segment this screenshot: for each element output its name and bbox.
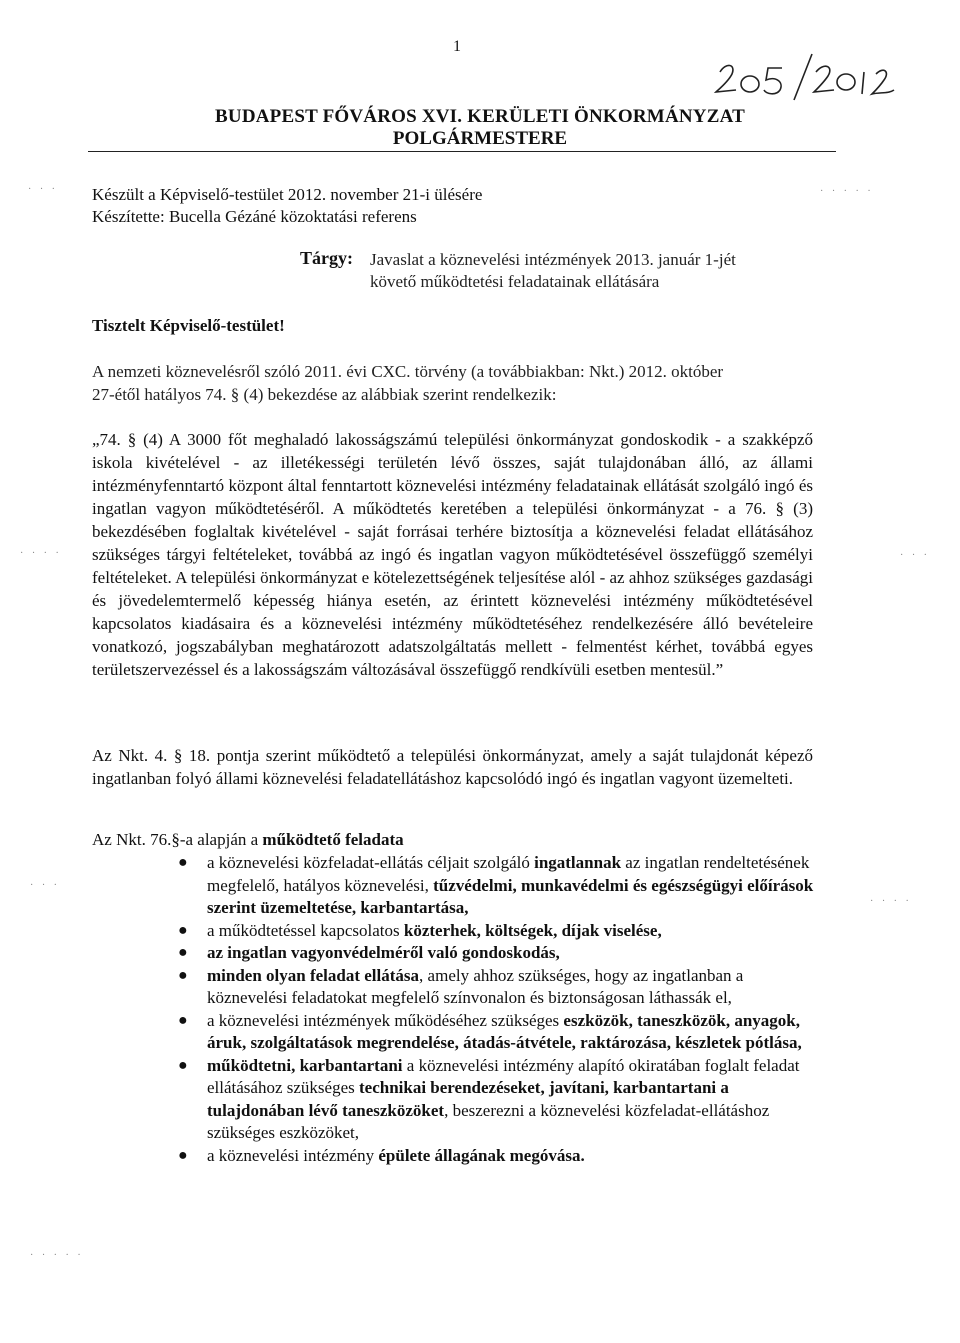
scan-noise: · · · · · — [30, 1250, 84, 1261]
list-item: ● a köznevelési intézmény épülete állagának megóvása. — [174, 1145, 814, 1168]
list-item: ● a működtetéssel kapcsolatos közterhek, költségek, díjak viselése, — [174, 920, 814, 943]
prepared-for: Készült a Képviselő-testület 2012. november 21-i ülésére — [92, 185, 483, 204]
duties-list — [174, 852, 814, 1167]
paragraph-operator-definition: Az Nkt. 4. § 18. pontja szerint működtető a települési önkormányzat, amely a saját tulajdonát képező ingatlanban folyó állami köznevelési feladatellátáshoz kapcsolódó ingó és ingatlan vagyont üzemelteti. — [92, 746, 813, 788]
list-item: ● működtetni, karbantartani a köznevelési intézmény alapító okiratában foglalt feladat ellátásához szükséges technikai berendezéseket, javítani, karbantartani a tulajdonában lévő taneszközöket, beszerezni a köznevelési közfeladat-ellátáshoz szükséges eszközöket, — [178, 1055, 800, 1142]
law-quote: „74. § (4) A 3000 főt meghaladó lakosságszámú települési önkormányzat gondoskodik - a szakképző iskola kivételével - az illetékességi területén lévő összes, saját tulajdonában álló, az állami intézményfenntartó központ által fenntartott köznevelési intézmény feladatainak ellátását szolgáló ingó és ingatlan vagyon működtetéséről. A működtetés keretében a települési önkormányzat - a 76. § (3) bekezdésében foglaltak kivételével - saját forrásai terhére biztosítja a köznevelési feladat ellátásához szükséges tárgyi feltételeket, továbbá az ingó és ingatlan vagyon működtetésével összefüggő személyi feltételeket. A települési önkormányzat e kötelezettségének teljesítése alól - az ahhoz szükséges gazdasági és jövedelemtermelő képesség hiánya esetén, az érintett köznevelési intézmény működtetésével kapcsolatos kiadásaira és a köznevelési intézmény működtetéséhez rendelkezésére álló bevételeire vonatkozó, jogszabályban meghatározott adatszolgáltatás mellett - felmentést kérhet, továbbá egyes területszervezéssel és a lakosságszám változásával összefüggő rendkívüli esetben mentesül.” — [92, 430, 813, 679]
duties-prefix: Az Nkt. 76.§-a alapján a — [92, 830, 263, 849]
list-item: ● a köznevelési közfeladat-ellátás céljait szolgáló ingatlannak az ingatlan rendeltetésének megfelelő, hatályos köznevelési, tűzvédelmi, munkavédelmi és egészségügyi előírások szerint üzemeltetése, karbantartása, — [178, 853, 814, 917]
bullet-icon: ● — [178, 1056, 188, 1074]
list-item: ● a köznevelési intézmények működéséhez szükséges eszközök, taneszközök, anyagok, áruk, szolgáltatások megrendelése, átadás-átvétele, raktározása, készletek pótlása, — [178, 1010, 802, 1052]
scan-noise: · · · · · — [820, 186, 874, 197]
header-office: BUDAPEST FŐVÁROS XVI. KERÜLETI ÖNKORMÁNYZAT — [215, 106, 745, 127]
scan-noise: · · · · — [870, 896, 912, 907]
bullet-icon: ● — [178, 921, 188, 939]
subject-text — [370, 249, 850, 293]
greeting: Tisztelt Képviselő-testület! — [92, 316, 285, 335]
header-mayor: POLGÁRMESTERE — [392, 128, 568, 149]
header-divider — [88, 151, 836, 152]
bullet-icon: ● — [178, 854, 188, 871]
handwritten-reference-number — [700, 44, 900, 104]
scan-noise: · · · — [30, 880, 60, 891]
subject-line-1: Javaslat a köznevelési intézmények 2013. január 1-jét — [370, 250, 736, 269]
scan-noise: · · · · — [20, 548, 62, 559]
duties-bold: működtető feladata — [262, 830, 404, 849]
prepared-by: Készítette: Bucella Gézáné közoktatási referens — [92, 207, 417, 226]
page-number: 1 — [453, 38, 461, 55]
list-item: ● minden olyan feladat ellátása, amely ahhoz szükséges, hogy az ingatlanban a köznevelési feladatokat megfelelő színvonalon és biztonságosan láthassák el, — [178, 965, 744, 1007]
intro-line-1: A nemzeti köznevelésről szóló 2011. évi CXC. törvény (a továbbiakban: Nkt.) 2012. október — [92, 362, 724, 381]
bullet-icon: ● — [178, 944, 188, 961]
scan-noise: · · · — [900, 550, 930, 561]
bullet-icon: ● — [178, 1146, 188, 1164]
subject-label: Tárgy: — [300, 248, 353, 268]
paragraph-operator-duties — [92, 830, 404, 850]
bullet-icon: ● — [178, 966, 188, 984]
intro-line-2: 27-étől hatályos 74. § (4) bekezdése az alábbiak szerint rendelkezik: — [92, 385, 557, 404]
list-item: ● az ingatlan vagyonvédelméről való gondoskodás, — [174, 942, 814, 965]
intro-paragraph — [92, 360, 832, 406]
scan-noise: · · · — [28, 184, 58, 195]
subject-line-2: követő működtetési feladatainak ellátására — [370, 272, 660, 291]
bullet-icon: ● — [178, 1011, 188, 1029]
